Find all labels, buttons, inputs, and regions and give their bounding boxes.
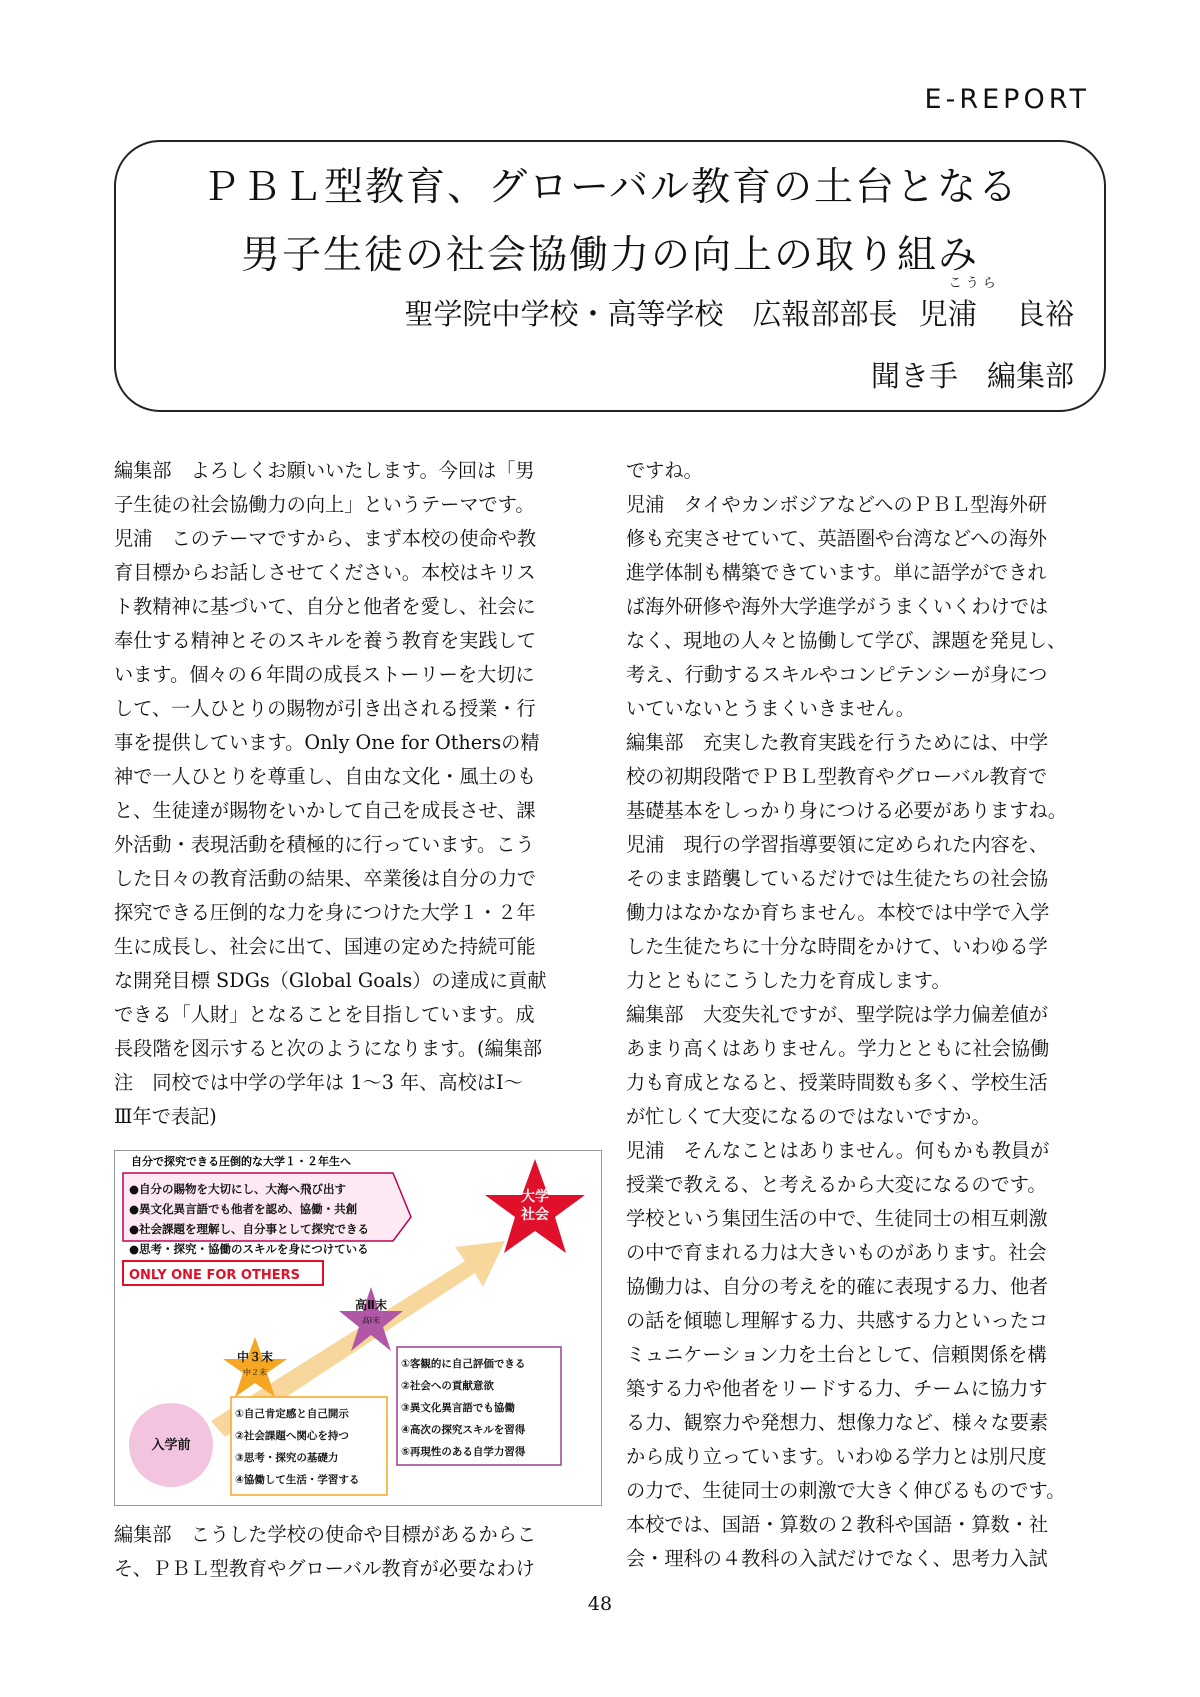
right-column-line: が忙しくて大変になるのではないですか。 xyxy=(626,1105,991,1128)
left-column-line: できる「人財」となることを目指しています。成 xyxy=(114,1003,535,1026)
growth-diagram xyxy=(114,1150,602,1506)
left-column-line: ト教精神に基づいて、自分と他者を愛し、社会に xyxy=(114,595,536,618)
kou-item-1: ①客観的に自己評価できる xyxy=(401,1358,526,1370)
left-column-bottom-line: 編集部 こうした学校の使命や目標があるからこ xyxy=(114,1523,537,1546)
fig-goal-2: ●異文化異言語でも他者を認め、協働・共創 xyxy=(129,1202,358,1216)
right-column-line: した生徒たちに十分な時間をかけて、いわゆる学 xyxy=(626,935,1048,958)
left-column-line: 子生徒の社会協働力の向上」というテーマです。 xyxy=(114,493,535,516)
fig-banner: ONLY ONE FOR OTHERS xyxy=(129,1268,300,1283)
left-column-line: 注 同校では中学の学年は 1～3 年、高校はⅠ～ xyxy=(114,1071,523,1094)
author-ruby: こうら xyxy=(948,276,1000,291)
right-column-line: の話を傾聴し理解する力、共感する力といったコ xyxy=(626,1309,1049,1332)
right-column-line: 授業で教える、と考えるから大変になるのです。 xyxy=(626,1173,1047,1196)
fig-goal-3: ●社会課題を理解し、自分事として探究できる xyxy=(129,1222,370,1236)
right-column-line: 考え、行動するスキルやコンピテンシーが身につ xyxy=(626,663,1048,686)
kou-line-1: 高Ⅱ末 xyxy=(355,1298,387,1312)
left-column-line: 事を提供しています。Only One for Othersの精 xyxy=(114,731,540,754)
left-column-line: と、生徒達が賜物をいかして自己を成長させ、課 xyxy=(114,799,536,822)
right-column-line: 築する力や他者をリードする力、チームに協力す xyxy=(626,1377,1048,1400)
star-line-2: 社会 xyxy=(521,1207,549,1223)
right-column-line: 協働力は、自分の考えを的確に表現する力、他者 xyxy=(626,1275,1049,1298)
right-column-line: 学校という集団生活の中で、生徒同士の相互刺激 xyxy=(626,1207,1048,1230)
left-column-line: 探究できる圧倒的な力を身につけた大学１・２年 xyxy=(114,901,536,924)
title-box xyxy=(114,140,1106,412)
right-column-line: 編集部 大変失礼ですが、聖学院は学力偏差値が xyxy=(626,1003,1049,1026)
right-column-line: なく、現地の人々と協働して学び、課題を発見し、 xyxy=(626,629,1067,652)
left-column-line: な開発目標 SDGs（Global Goals）の達成に貢献 xyxy=(114,969,547,992)
right-column-line: ば海外研修や海外大学進学がうまくいくわけでは xyxy=(626,595,1049,618)
kou-item-3: ③異文化異言語でも協働 xyxy=(401,1402,515,1414)
left-column-line: 長段階を図示すると次のようになります。(編集部 xyxy=(114,1037,543,1060)
right-column-line: あまり高くはありません。学力とともに社会協働 xyxy=(626,1037,1050,1060)
left-column-line: 育目標からお話しさせてください。本校はキリス xyxy=(114,561,536,584)
right-column-line: る力、観察力や発想力、想像力など、様々な要素 xyxy=(626,1411,1049,1434)
right-column-line: いていないとうまくいきません。 xyxy=(626,697,915,720)
author-org: 聖学院中学校・高等学校 広報部部長 xyxy=(404,297,898,331)
chu-line-1: 中３末 xyxy=(236,1350,274,1364)
right-column xyxy=(626,454,1096,1576)
chu-item-2: ②社会課題へ関心を持つ xyxy=(235,1430,349,1442)
fig-top-caption: 自分で探究できる圧倒的な大学１・２年生へ xyxy=(131,1155,351,1168)
left-column-line: 児浦 このテーマですから、まず本校の使命や教 xyxy=(114,527,537,550)
right-column-line: 校の初期段階でＰＢＬ型教育やグローバル教育で xyxy=(626,765,1048,788)
right-column-line: 児浦 そんなことはありません。何もかも教員が xyxy=(626,1139,1050,1162)
left-column-bottom xyxy=(114,1518,584,1586)
right-column-line: 力も育成となると、授業時間数も多く、学校生活 xyxy=(626,1071,1048,1094)
right-column-line: 本校では、国語・算数の２教科や国語・算数・社 xyxy=(626,1513,1049,1536)
kou-item-4: ④高次の探究スキルを習得 xyxy=(401,1424,526,1436)
section-label: E-REPORT xyxy=(924,84,1090,115)
right-column-line: ですね。 xyxy=(626,459,703,482)
kou-item-5: ⑤再現性のある自学力習得 xyxy=(401,1446,526,1458)
left-column-line: 外活動・表現活動を積極的に行っています。こう xyxy=(114,833,535,856)
fig-goal-1: ●自分の賜物を大切にし、大海へ飛び出す xyxy=(129,1182,347,1196)
left-column-bottom-line: そ、ＰＢＬ型教育やグローバル教育が必要なわけ xyxy=(114,1557,535,1580)
author-given-name: 良裕 xyxy=(1015,297,1074,331)
title-line-1: ＰＢＬ型教育、グローバル教育の土台となる xyxy=(200,165,1020,210)
page-number: 48 xyxy=(587,1593,613,1615)
chu-item-3: ③思考・探究の基礎力 xyxy=(235,1452,339,1464)
right-column-line: 児浦 タイやカンボジアなどへのＰＢＬ型海外研 xyxy=(626,493,1047,516)
right-column-line: 修も充実させていて、英語圏や台湾などへの海外 xyxy=(626,527,1047,550)
right-column-line: から成り立っています。いわゆる学力とは別尺度 xyxy=(626,1445,1047,1468)
left-column xyxy=(114,454,584,1134)
fig-goal-4: ●思考・探究・協働のスキルを身につけている xyxy=(129,1242,369,1256)
right-column-line: 編集部 充実した教育実践を行うためには、中学 xyxy=(626,731,1049,754)
chu-item-4: ④協働して生活・学習する xyxy=(235,1474,360,1486)
right-column-line: 働力はなかなか育ちません。本校では中学で入学 xyxy=(626,901,1050,924)
right-column-line: 会・理科の４教科の入試だけでなく、思考力入試 xyxy=(626,1547,1048,1570)
author-surname: こうら 児浦 xyxy=(919,292,977,333)
left-column-line: います。個々の６年間の成長ストーリーを大切に xyxy=(114,663,535,686)
right-column-line: の力で、生徒同士の刺激で大きく伸びるものです。 xyxy=(626,1479,1066,1502)
left-column-line: 編集部 よろしくお願いいたします。今回は「男 xyxy=(114,459,535,482)
chu-item-1: ①自己肯定感と自己開示 xyxy=(235,1408,349,1420)
right-column-line: 進学体制も構築できています。単に語学ができれ xyxy=(626,561,1047,584)
kou-item-2: ②社会への貢献意欲 xyxy=(401,1380,494,1392)
right-column-line: 基礎基本をしっかり身につける必要がありますね。 xyxy=(626,799,1067,822)
right-column-line: 児浦 現行の学習指導要領に定められた内容を、 xyxy=(626,833,1049,856)
left-column-line: Ⅲ年で表記) xyxy=(114,1105,217,1128)
left-column-line: して、一人ひとりの賜物が引き出される授業・行 xyxy=(114,697,536,720)
interviewer: 聞き手 編集部 xyxy=(870,359,1074,393)
title-line-2: 男子生徒の社会協働力の向上の取り組み xyxy=(240,233,979,278)
left-column-line: した日々の教育活動の結果、卒業後は自分の力で xyxy=(114,867,537,890)
author-line xyxy=(404,276,1074,333)
right-column-line: ミュニケーション力を土台として、信頼関係を構 xyxy=(626,1343,1047,1366)
kou-line-2: 高Ⅰ末 xyxy=(361,1316,381,1325)
entry-label: 入学前 xyxy=(151,1438,191,1453)
left-column-line: 奉仕する精神とそのスキルを養う教育を実践して xyxy=(114,629,536,652)
right-column-line: 力とともにこうした力を育成します。 xyxy=(626,969,951,992)
right-column-line: の中で育まれる力は大きいものがあります。社会 xyxy=(626,1241,1047,1264)
chu-line-2: 中２末 xyxy=(243,1368,267,1377)
star-line-1: 大学 xyxy=(521,1189,549,1205)
right-column-line: そのまま踏襲しているだけでは生徒たちの社会協 xyxy=(626,867,1049,890)
left-column-line: 神で一人ひとりを尊重し、自由な文化・風土のも xyxy=(114,765,537,788)
left-column-line: 生に成長し、社会に出て、国連の定めた持続可能 xyxy=(114,935,536,958)
